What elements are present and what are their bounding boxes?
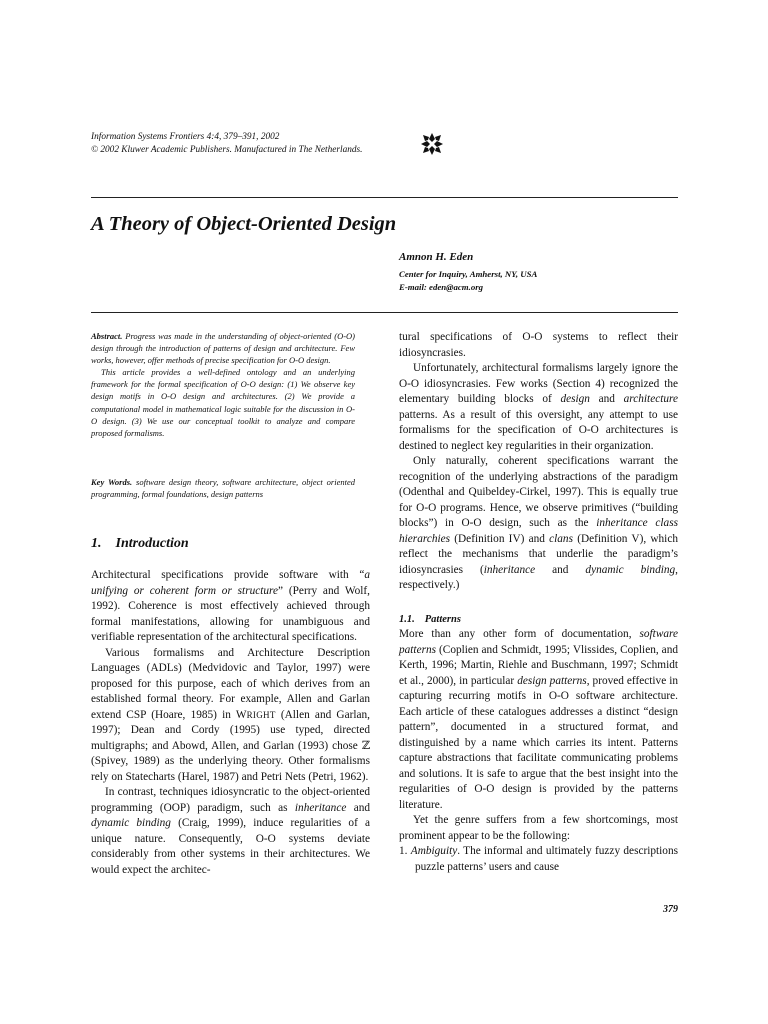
body-paragraph: Architectural specifications provide software with “a unifying or coherent form or structure” (Perry and Wolf, 1992). Coherence is most effectively achieved through formal manifestations, allowing for unambiguous and verifiable representation of the architectural specifications. <box>91 569 370 643</box>
body-paragraph: Various formalisms and Architecture Description Languages (ADLs) (Medvidovic and Taylor, 1997) were proposed for this purpose, each of which derives from an established formal theory. For example, Allen and Garlan extend CSP (Hoare, 1985) in WRIGHT (Allen and Garlan, 1997); Dean and Cordy (1995) use typed, directed multigraphs; and Abowd, Allen, and Garlan (1993) chose ℤ (Spivey, 1989) as the underlying theory. Other formalisms rely on Statecharts (Harel, 1987) and Petri Nets (Petri, 1962). <box>91 646 370 783</box>
author-email: E-mail: eden@acm.org <box>399 282 484 292</box>
section-heading <box>91 536 189 552</box>
author-affiliation: Center for Inquiry, Amherst, NY, USA <box>399 269 538 279</box>
subsection-heading <box>399 612 678 628</box>
author-name: Amnon H. Eden <box>399 251 474 263</box>
section-title: Introduction <box>115 536 189 551</box>
body-paragraph: Unfortunately, architectural formalisms largely ignore the O-O idiosyncrasies. Few works (Section 4) recognized the elementary building blocks of design and architecture patterns. As a result of this oversight, any attempt to use formalisms for the specification of O-O architectures is destined to neglect key regularities in their organization. <box>399 362 678 452</box>
body-paragraph: More than any other form of documentation, software patterns (Coplien and Schmidt, 1995; Vlissides, Coplien, and Kerth, 1996; Martin, Riehle and Buschmann, 1997; Schmidt et al., 2000), in particular design patterns, proved effective in capturing recurring motifs in O-O software architecture. Each article of these catalogues addresses a distinct “design pattern”, documented in a structured format, and distinguished by a name which carries its intent. Patterns capture abstractions that facilitate communicating problems and solutions. It is safe to argue that the best insight into the regularities of O-O design is provided by the patterns literature. <box>399 628 678 811</box>
top-rule <box>91 197 678 198</box>
right-column <box>399 330 678 875</box>
body-paragraph: tural specifications of O-O systems to reflect their idiosyncrasies. <box>399 331 678 359</box>
journal-header <box>91 131 411 157</box>
keywords-label: Key Words. <box>91 477 133 487</box>
keywords <box>91 476 355 500</box>
abstract-label: Abstract. <box>91 331 123 341</box>
body-paragraph: Only naturally, coherent specifications warrant the recognition of the underlying abstractions of the paradigm (Odenthal and Quibeldey-Cirkel, 1997). This is equally true for O-O programs. Hence, we observe primitives (“building blocks”) in O-O design, such as the inheritance class hierarchies (Definition IV) and clans (Definition V), which reflect the mechanisms that underlie the paradigm’s idiosyncrasies (inheritance and dynamic binding, respectively.) <box>399 455 678 591</box>
paper-title: A Theory of Object-Oriented Design <box>91 213 397 235</box>
journal-copyright: © 2002 Kluwer Academic Publishers. Manufactured in The Netherlands. <box>91 145 363 155</box>
author-block <box>399 250 679 294</box>
page-number: 379 <box>663 904 678 915</box>
section-number: 1. <box>91 536 102 551</box>
left-column <box>91 568 370 878</box>
keywords-text: software design theory, software architecture, object oriented programming, formal foundations, design patterns <box>91 477 356 500</box>
body-paragraph: Yet the genre suffers from a few shortcomings, most prominent appear to be the following: <box>399 814 678 842</box>
list-item: 1. Ambiguity. The informal and ultimately fuzzy descriptions puzzle patterns’ users and cause <box>399 845 679 873</box>
journal-citation: Information Systems Frontiers 4:4, 379–391, 2002 <box>91 132 280 142</box>
body-paragraph: In contrast, techniques idiosyncratic to the object-oriented programming (OOP) paradigm, such as inheritance and dynamic binding (Craig, 1999), induce regularities of a unique nature. Consequently, O-O systems deviate considerably from other systems in their architectures. We would expect the architec- <box>91 786 371 876</box>
abstract-paragraph-2: This article provides a well-defined ontology and an underlying framework for the formal specification of O-O design: (1) We observe key design motifs in O-O design and architectures. (2) We provide a computational model in mathematical logic suitable for the discussion in O-O design. (3) We use our conceptual toolkit to analyze and compare proposed formalisms. <box>91 367 355 438</box>
abstract-paragraph-1: Progress was made in the understanding of object-oriented (O-O) design through the introduction of patterns of design and architecture. Few works, however, offer methods of precise specification for O-O design. <box>91 331 356 366</box>
publisher-logo-icon <box>419 131 445 157</box>
abstract <box>91 330 355 439</box>
subsection-number: 1.1. <box>399 613 415 625</box>
subsection-title: Patterns <box>424 613 461 625</box>
header-bottom-rule <box>91 312 678 313</box>
